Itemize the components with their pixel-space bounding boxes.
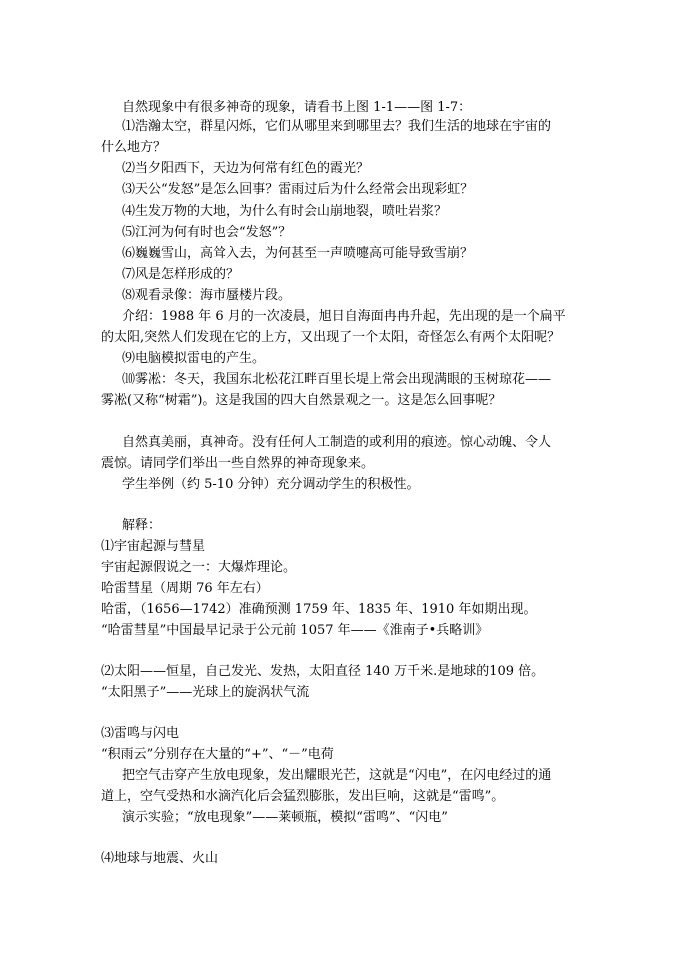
discussion-line: 震惊。请同学们举出一些自然界的神奇现象来。	[101, 456, 375, 471]
question-line: ⑽雾凇：冬天，我国东北松花江畔百里长堤上常会出现满眼的玉树琼花——	[122, 372, 552, 387]
sun-line: “太阳黑子”——光球上的旋涡状气流	[101, 685, 310, 700]
universe-line: 哈雷，（1656—1742）准确预测 1759 年、1835 年、1910 年如期出现。	[101, 602, 537, 617]
universe-line: ⑴宇宙起源与彗星	[101, 539, 206, 554]
question-line: ⑶天公“发怒”是怎么回事？雷雨过后为什么经常会出现彩虹？	[122, 182, 474, 197]
universe-line: “哈雷彗星”中国最早记录于公元前 1057 年——《淮南子•兵略训》	[101, 623, 489, 638]
thunder-line: ⑶雷鸣与闪电	[101, 726, 180, 741]
question-line: ⑴浩瀚太空，群星闪烁，它们从哪里来到哪里去？我们生活的地球在宇宙的	[122, 119, 552, 134]
question-line: 的太阳,突然人们发现在它的上方，又出现了一个太阳，奇怪怎么有两个太阳呢？	[101, 330, 561, 345]
universe-line: 哈雷彗星（周期 76 年左右）	[101, 581, 269, 596]
question-line: ⑹巍巍雪山，高耸入去，为何甚至一声喷嚏高可能导致雪崩？	[122, 246, 474, 261]
thunder-line: 道上，空气受热和水滴汽化后会猛烈膨胀，发出巨响，这就是“雷鸣”。	[101, 789, 505, 804]
discussion-line: 学生举例（约 5-10 分钟）充分调动学生的积极性。	[122, 477, 420, 492]
question-line: ⑸江河为何有时也会“发怒”？	[122, 225, 292, 240]
thunder-line: 演示实验；“放电现象”——莱顿瓶，模拟“雷鸣”、“闪电”	[122, 810, 448, 825]
question-line: 介绍：1988 年 6 月的一次凌晨，旭日自海面冉冉升起，先出现的是一个扁平	[122, 309, 566, 324]
question-line: ⑷生发万物的大地，为什么有时会山崩地裂，喷吐岩浆？	[122, 204, 448, 219]
sun-line: ⑵太阳——恒星，自己发光、发热，太阳直径 140 万千米.是地球的109 倍。	[101, 664, 545, 679]
question-line: ⑵当夕阳西下，天边为何常有红色的霞光？	[122, 161, 370, 176]
earth-line: ⑷地球与地震、火山	[101, 851, 219, 866]
question-line: 雾凇(又称“树霜”)。这是我国的四大自然景观之一。这是怎么回事呢？	[101, 393, 502, 408]
question-line: ⑺风是怎样形成的？	[122, 267, 240, 282]
universe-line: 宇宙起源假说之一：大爆炸理论。	[101, 560, 297, 575]
thunder-line: 把空气击穿产生放电现象，发出耀眼光芒，这就是“闪电”，在闪电经过的通	[122, 768, 552, 783]
explanation-heading: 解释：	[122, 518, 162, 533]
intro-heading: 自然现象中有很多神奇的现象，请看书上图 1-1——图 1-7：	[122, 100, 472, 115]
question-line: ⑼电脑模拟雷电的产生。	[122, 351, 266, 366]
question-line: 什么地方？	[101, 140, 167, 155]
question-line: ⑻观看录像：海市蜃楼片段。	[122, 288, 292, 303]
discussion-line: 自然真美丽，真神奇。没有任何人工制造的或利用的痕迹。惊心动魄、令人	[122, 435, 552, 450]
thunder-line: “积雨云”分别存在大量的“+”、“－”电荷	[101, 747, 334, 762]
